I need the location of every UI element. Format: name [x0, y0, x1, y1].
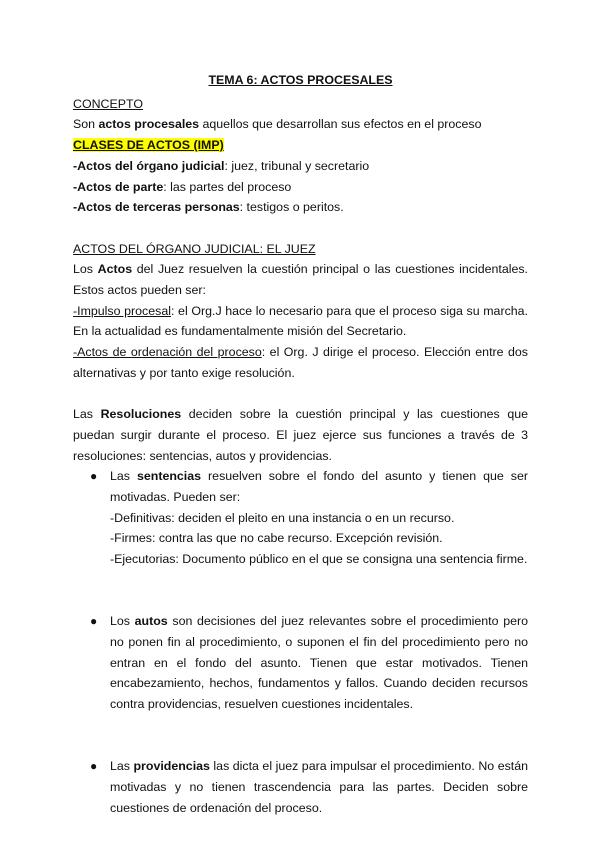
sentencias-subitem: -Ejecutorias: Documento público en el que se consigna una sentencia firme. [110, 552, 528, 567]
resoluciones-list [73, 466, 528, 818]
clases-item-terceras: -Actos de terceras personas: testigos o peritos. [73, 200, 344, 215]
clases-heading: CLASES DE ACTOS (IMP) [73, 138, 224, 153]
organo-heading: ACTOS DEL ÓRGANO JUDICIAL: EL JUEZ [73, 241, 316, 256]
sentencias-subitem: -Definitivas: deciden el pleito en una instancia o en un recurso. [110, 510, 455, 525]
clases-item-parte: -Actos de parte: las partes del proceso [73, 179, 292, 194]
document-title: TEMA 6: ACTOS PROCESALES [208, 73, 393, 87]
list-item-sentencias: ● Las sentencias resuelven sobre el fondo del asunto y tienen que ser motivadas. Pueden ser: -Definitivas: deciden el pleito en una instancia o en un recurso. -Firmes: contra las que no cabe recurso. Excepción revisión. -Ejecutorias: Documento público en el que se consigna una sentencia firme. [110, 466, 528, 611]
resoluciones-paragraph: Las Resoluciones deciden sobre la cuestión principal y las cuestiones que puedan surgir durante el proceso. El juez ejerce sus funciones a través de 3 resoluciones: sentencias, autos y providencias. [73, 407, 528, 463]
bullet-icon: ● [90, 614, 98, 629]
sentencias-subitem: -Firmes: contra las que no cabe recurso. Excepción revisión. [110, 531, 443, 546]
concepto-heading: CONCEPTO [73, 96, 143, 111]
bullet-icon: ● [90, 469, 98, 484]
clases-item-organo: -Actos del órgano judicial: juez, tribunal y secretario [73, 158, 370, 173]
list-item-providencias: ● Las providencias las dicta el juez para impulsar el procedimiento. No están motivadas y no tienen trascendencia para las partes. Deciden sobre cuestiones de ordenación del proceso. [110, 756, 528, 818]
concepto-paragraph: Son actos procesales aquellos que desarrollan sus efectos en el proceso [73, 117, 482, 132]
actos-ordenacion: -Actos de ordenación del proceso: el Org. J dirige el proceso. Elección entre dos alternativas y por tanto exige resolución. [73, 345, 528, 380]
organo-intro: Los Actos del Juez resuelven la cuestión principal o las cuestiones incidentales. Estos actos pueden ser: [73, 262, 528, 298]
impulso-procesal: -Impulso procesal: el Org.J hace lo necesario para que el proceso siga su marcha. En la actualidad es fundamentalmente misión del Secretario. [73, 303, 528, 339]
bullet-icon: ● [90, 759, 98, 774]
list-item-autos: ● Los autos son decisiones del juez relevantes sobre el procedimiento pero no ponen fin al procedimiento, o suponen el fin del procedimiento pero no entran en el fondo del asunto. Tienen que estar motivados. Tienen encabezamiento, hechos, fundamentos y fallos. Cuando deciden recursos contra providencias, resuelven cuestiones incidentales. [110, 611, 528, 756]
